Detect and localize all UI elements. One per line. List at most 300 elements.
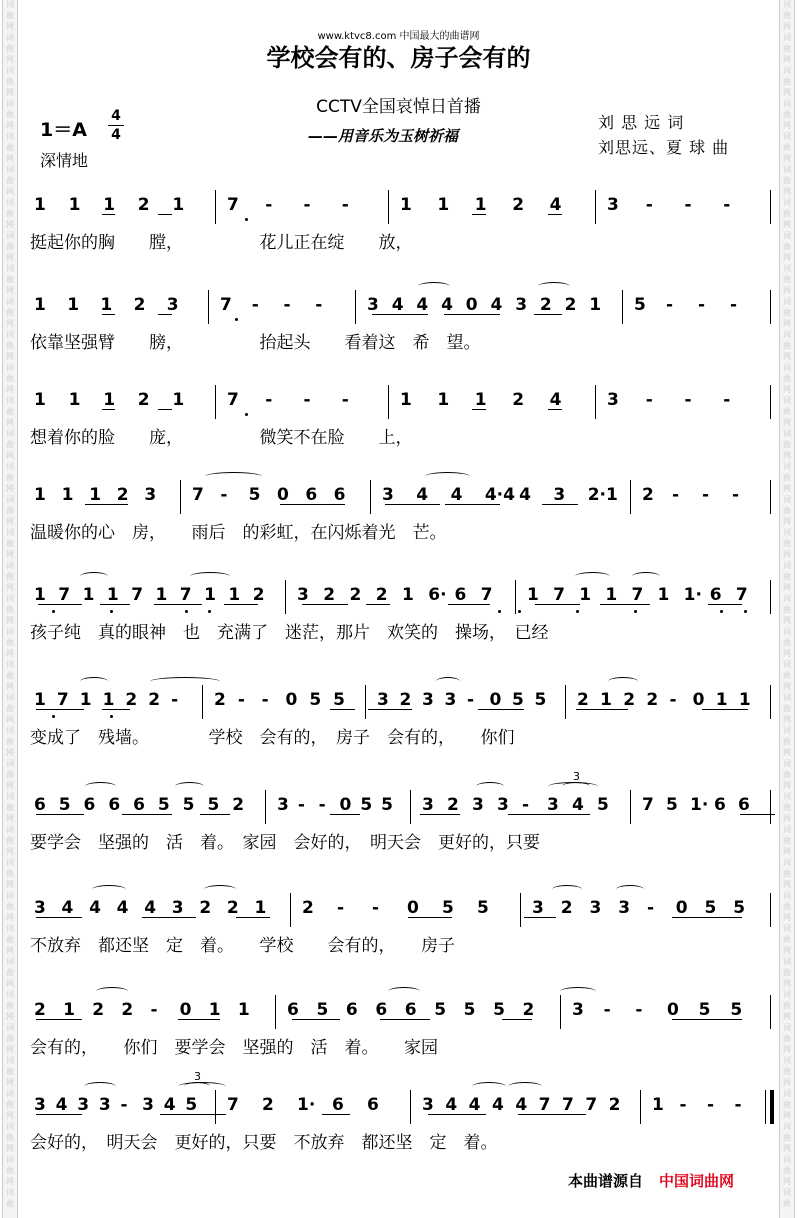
watermark-glyph: 曲 <box>783 44 791 53</box>
watermark-glyph: 网 <box>6 1111 14 1120</box>
underline-beam <box>85 504 128 505</box>
notes-line <box>30 190 775 220</box>
note: 1 <box>61 485 74 505</box>
note: 2 <box>447 795 459 815</box>
octave-dot <box>245 218 248 221</box>
note: - <box>315 295 323 315</box>
lyrics-line: 不放弃 都还坚 定 着。 学校 会有的， 房子 <box>30 936 455 956</box>
watermark-glyph: 网 <box>6 517 14 526</box>
note: 2 <box>375 585 388 605</box>
notes-line <box>30 770 775 820</box>
octave-dot <box>52 610 55 613</box>
watermark-glyph: 词 <box>783 1122 791 1131</box>
underline-beam <box>420 814 460 815</box>
note: 1 <box>68 195 81 215</box>
triplet-bracket <box>562 782 590 791</box>
note: - <box>303 390 311 410</box>
watermark-glyph: 网 <box>783 385 791 394</box>
note: - <box>666 295 674 315</box>
watermark-glyph: 网 <box>6 1045 14 1054</box>
watermark-glyph: 网 <box>783 517 791 526</box>
slur <box>150 677 220 686</box>
watermark-glyph: 词 <box>6 1155 14 1164</box>
watermark-glyph: 词 <box>783 429 791 438</box>
slur <box>472 1082 506 1091</box>
note: 1 <box>103 195 116 215</box>
barline <box>560 995 561 1029</box>
watermark-glyph: 词 <box>6 594 14 603</box>
watermark-glyph: 曲 <box>6 539 14 548</box>
watermark-glyph: 网 <box>6 385 14 394</box>
note: 2·1 <box>587 485 618 505</box>
watermark-glyph: 词 <box>783 231 791 240</box>
note: 1 <box>67 295 80 315</box>
underline-beam <box>472 214 486 215</box>
watermark-glyph: 曲 <box>6 1166 14 1175</box>
slur <box>632 572 660 581</box>
barline <box>640 1090 641 1124</box>
underline-beam <box>444 314 500 315</box>
underline-beam <box>102 709 130 710</box>
note: 2 <box>116 485 129 505</box>
barline <box>265 790 266 824</box>
watermark-glyph: 词 <box>783 297 791 306</box>
note: - <box>150 1000 158 1020</box>
note: 2 <box>121 1000 134 1020</box>
watermark-glyph: 词 <box>6 1188 14 1197</box>
note: 1 <box>579 585 592 605</box>
note: 2 <box>125 690 138 710</box>
watermark-glyph: 网 <box>783 352 791 361</box>
watermark-glyph: 词 <box>783 66 791 75</box>
octave-dot <box>518 610 521 613</box>
watermark-glyph: 网 <box>6 550 14 559</box>
note: - <box>603 1000 611 1020</box>
watermark-glyph: 网 <box>783 418 791 427</box>
note: 1· <box>297 1095 316 1115</box>
barline <box>290 893 291 927</box>
underline-beam <box>224 604 258 605</box>
note: 7 <box>220 295 232 315</box>
note: 3 <box>377 690 389 710</box>
footer-brand[interactable]: 中国词曲网 <box>659 1172 735 1190</box>
underline-beam <box>740 814 775 815</box>
note: 4 <box>144 898 157 918</box>
note: 1 <box>437 390 450 410</box>
watermark-glyph: 网 <box>783 649 791 658</box>
slur <box>418 282 450 291</box>
watermark-glyph: 词 <box>6 891 14 900</box>
note: 1 <box>34 690 46 710</box>
note: - <box>171 690 179 710</box>
watermark-glyph: 网 <box>6 946 14 955</box>
watermark-glyph: 词 <box>6 528 14 537</box>
note: - <box>297 795 305 815</box>
note: 4 <box>515 1095 528 1115</box>
note: 6· <box>428 585 447 605</box>
note: 7 <box>56 690 69 710</box>
slur <box>84 1082 116 1091</box>
notes-line <box>30 995 775 1025</box>
watermark-glyph: 网 <box>6 649 14 658</box>
watermark-glyph: 词 <box>783 627 791 636</box>
slur <box>80 572 108 581</box>
watermark-glyph: 网 <box>6 352 14 361</box>
underline-beam <box>672 1019 742 1020</box>
watermark-glyph: 网 <box>783 583 791 592</box>
note: - <box>702 485 710 505</box>
note: - <box>237 690 245 710</box>
lyrics-line: 会好的， 明天会 更好的，只要 不放弃 都还坚 定 着。 <box>30 1133 498 1153</box>
slur <box>608 677 638 686</box>
note: - <box>723 390 731 410</box>
note: 1 <box>715 690 728 710</box>
note: 4 <box>445 1095 458 1115</box>
underline-beam <box>102 314 115 315</box>
watermark-glyph: 网 <box>6 1012 14 1021</box>
barline <box>595 385 596 419</box>
watermark-glyph: 网 <box>783 187 791 196</box>
watermark-glyph: 网 <box>6 1078 14 1087</box>
watermark-glyph: 词 <box>6 990 14 999</box>
watermark-glyph: 曲 <box>6 1100 14 1109</box>
watermark-glyph: 网 <box>6 583 14 592</box>
note: 1 <box>155 585 168 605</box>
note: 2 <box>512 195 525 215</box>
note: 6 <box>454 585 467 605</box>
watermark-glyph: 网 <box>6 616 14 625</box>
watermark-glyph: 词 <box>783 198 791 207</box>
watermark-glyph: 网 <box>783 451 791 460</box>
watermark-glyph: 词 <box>6 297 14 306</box>
note: - <box>645 390 653 410</box>
barline <box>622 290 623 324</box>
note: 2 <box>323 585 336 605</box>
note: 3 <box>382 485 394 505</box>
note: 5 <box>597 795 609 815</box>
note: - <box>318 795 326 815</box>
note: 1 <box>106 585 119 605</box>
watermark-glyph: 网 <box>6 814 14 823</box>
note: 5 <box>333 690 345 710</box>
note: 1· <box>690 795 709 815</box>
watermark-glyph: 词 <box>6 1089 14 1098</box>
barline <box>770 190 771 224</box>
watermark-glyph: 曲 <box>6 110 14 119</box>
slur <box>575 572 610 581</box>
barline <box>202 685 203 719</box>
watermark-glyph: 曲 <box>783 902 791 911</box>
site-banner: www.ktvc8.com 中国最大的曲谱网 <box>317 31 480 42</box>
note: 3 <box>618 898 631 918</box>
note: 3 <box>142 1095 154 1115</box>
note: 1 <box>79 690 92 710</box>
note: 7 <box>227 195 239 215</box>
note: 7 <box>553 585 565 605</box>
barline <box>410 790 411 824</box>
watermark-glyph: 曲 <box>783 242 791 251</box>
note: 1 <box>228 585 241 605</box>
note: 2 <box>564 295 577 315</box>
underline-beam <box>330 814 360 815</box>
watermark-glyph: 词 <box>783 165 791 174</box>
watermark-glyph: 曲 <box>6 440 14 449</box>
underline-beam <box>508 814 590 815</box>
watermark-glyph: 网 <box>783 253 791 262</box>
octave-dot <box>744 610 747 613</box>
watermark-glyph: 网 <box>6 1144 14 1153</box>
watermark-glyph: 曲 <box>6 1133 14 1142</box>
watermark-glyph: 词 <box>6 462 14 471</box>
underline-beam <box>478 709 524 710</box>
barline <box>770 385 771 419</box>
watermark-glyph: 网 <box>6 847 14 856</box>
lyrics-line: 依靠坚强臂 膀， 抬起头 看着这 希 望。 <box>30 333 481 353</box>
watermark-glyph: 网 <box>783 847 791 856</box>
underline-beam <box>36 1114 82 1115</box>
watermark-glyph: 词 <box>783 462 791 471</box>
note: 7 <box>480 585 493 605</box>
notes-line <box>30 480 775 510</box>
octave-dot <box>52 715 55 718</box>
note: 7 <box>227 1095 239 1115</box>
note: 7 <box>585 1095 598 1115</box>
watermark-glyph: 曲 <box>6 605 14 614</box>
watermark-glyph: 词 <box>6 1023 14 1032</box>
underline-beam <box>36 814 84 815</box>
note: 7 <box>179 585 192 605</box>
barline <box>365 685 366 719</box>
watermark-glyph: 网 <box>6 121 14 130</box>
watermark-glyph: 曲 <box>6 671 14 680</box>
watermark-glyph: 网 <box>6 781 14 790</box>
note: - <box>698 295 706 315</box>
watermark-glyph: 曲 <box>6 1199 14 1208</box>
barline <box>770 290 771 324</box>
octave-dot <box>498 610 501 613</box>
underline-beam <box>380 1019 430 1020</box>
watermark-glyph: 曲 <box>783 1001 791 1010</box>
note: 4 <box>116 898 129 918</box>
note: - <box>283 295 291 315</box>
watermark-glyph: 网 <box>783 319 791 328</box>
note: 6 <box>332 1095 344 1115</box>
note: 5 <box>58 795 71 815</box>
watermark-glyph: 曲 <box>6 308 14 317</box>
watermark-glyph: 曲 <box>6 407 14 416</box>
barline <box>515 580 516 614</box>
note: 5 <box>248 485 261 505</box>
underline-beam <box>385 504 440 505</box>
watermark-glyph: 曲 <box>783 1166 791 1175</box>
underline-beam <box>36 917 82 918</box>
barline <box>370 480 371 514</box>
note: 5 <box>704 898 717 918</box>
note: 5 <box>463 1000 476 1020</box>
watermark-glyph: 网 <box>783 121 791 130</box>
underline-beam <box>524 917 556 918</box>
watermark-glyph: 网 <box>783 715 791 724</box>
note: 5 <box>434 1000 447 1020</box>
watermark-glyph: 词 <box>783 528 791 537</box>
watermark-glyph: 网 <box>6 88 14 97</box>
note: 3 <box>34 1095 46 1115</box>
note: 7 <box>631 585 644 605</box>
slur <box>552 885 582 894</box>
watermark-glyph: 词 <box>783 0 791 9</box>
slur <box>175 782 204 791</box>
note: 7 <box>227 390 239 410</box>
page-title: 学校会有的、房子会有的 <box>266 43 531 72</box>
notes-line <box>30 893 775 923</box>
watermark-glyph: 词 <box>6 792 14 801</box>
underline-beam <box>368 709 412 710</box>
note: 2 <box>262 1095 274 1115</box>
note: 1 <box>102 690 115 710</box>
watermark-glyph: 词 <box>6 330 14 339</box>
watermark-glyph: 词 <box>783 330 791 339</box>
note: 6 <box>34 795 46 815</box>
watermark-glyph: 网 <box>783 1177 791 1186</box>
underline-beam <box>518 1114 586 1115</box>
watermark-glyph: 词 <box>783 594 791 603</box>
watermark-glyph: 曲 <box>783 440 791 449</box>
underline-beam <box>448 604 490 605</box>
note: - <box>734 1095 742 1115</box>
watermark-glyph: 曲 <box>6 869 14 878</box>
watermark-glyph: 网 <box>783 154 791 163</box>
note: - <box>723 195 731 215</box>
note: 6 <box>287 1000 299 1020</box>
underline-beam <box>372 314 428 315</box>
note: 2 <box>646 690 659 710</box>
watermark-glyph: 网 <box>783 286 791 295</box>
dedication: ——用音乐为玉树祈福 <box>308 127 459 145</box>
watermark-glyph: 网 <box>783 1144 791 1153</box>
octave-dot <box>185 610 188 613</box>
note: 3 <box>77 1095 90 1115</box>
note: 1 <box>400 390 412 410</box>
right-watermark-strip <box>779 0 795 1218</box>
watermark-glyph: 曲 <box>6 902 14 911</box>
note: 5 <box>634 295 646 315</box>
underline-beam <box>36 1019 82 1020</box>
watermark-glyph: 网 <box>6 682 14 691</box>
note: 1 <box>652 1095 664 1115</box>
note: 2 <box>137 195 150 215</box>
note: 1 <box>400 195 412 215</box>
note: 1 <box>172 390 185 410</box>
watermark-glyph: 词 <box>6 495 14 504</box>
lyrics-line: 温暖你的心 房， 雨后 的彩虹，在闪烁着光 芒。 <box>30 523 447 543</box>
barline <box>215 1090 216 1124</box>
watermark-glyph: 词 <box>783 396 791 405</box>
watermark-glyph: 词 <box>6 1122 14 1131</box>
note: 1· <box>683 585 702 605</box>
watermark-glyph: 曲 <box>783 77 791 86</box>
lyrics-line: 变成了 残墙。 学校 会有的， 房子 会有的， 你们 <box>30 728 515 748</box>
note: 3 <box>547 795 559 815</box>
octave-dot <box>720 610 723 613</box>
note: 5 <box>316 1000 329 1020</box>
note: 4·4 <box>484 485 515 505</box>
underline-beam <box>158 214 172 215</box>
note: 4 <box>492 1095 504 1115</box>
watermark-glyph: 词 <box>783 924 791 933</box>
watermark-glyph: 网 <box>6 880 14 889</box>
note: 2 <box>539 295 552 315</box>
octave-dot <box>235 318 238 321</box>
left-watermark-strip <box>2 0 18 1218</box>
note: 3 <box>472 795 484 815</box>
watermark-glyph: 网 <box>783 484 791 493</box>
underline-beam <box>428 1114 486 1115</box>
note: 3 <box>553 485 566 505</box>
footer-source: 本曲谱源自 <box>568 1172 644 1190</box>
watermark-glyph: 词 <box>783 561 791 570</box>
note: 2 <box>137 390 150 410</box>
barline <box>355 290 356 324</box>
watermark-glyph: 曲 <box>783 275 791 284</box>
watermark-glyph: 词 <box>783 660 791 669</box>
watermark-glyph: 词 <box>783 858 791 867</box>
barline <box>765 1090 766 1124</box>
time-sig-top: 4 <box>111 108 121 124</box>
note: 7 <box>735 585 748 605</box>
octave-dot <box>245 413 248 416</box>
watermark-glyph: 曲 <box>783 869 791 878</box>
watermark-glyph: 词 <box>783 1188 791 1197</box>
watermark-glyph: 网 <box>6 418 14 427</box>
note: 5 <box>442 898 454 918</box>
watermark-glyph: 网 <box>6 286 14 295</box>
watermark-glyph: 词 <box>6 858 14 867</box>
watermark-glyph: 曲 <box>783 539 791 548</box>
note: 0 <box>285 690 298 710</box>
note: 4 <box>416 485 429 505</box>
note: 1 <box>738 690 751 710</box>
watermark-glyph: 词 <box>6 726 14 735</box>
note: - <box>265 195 273 215</box>
watermark-glyph: 曲 <box>6 836 14 845</box>
watermark-glyph: 曲 <box>783 671 791 680</box>
watermark-glyph: 曲 <box>783 143 791 152</box>
underline-beam <box>502 1019 532 1020</box>
watermark-glyph: 词 <box>6 825 14 834</box>
slur <box>425 472 470 481</box>
watermark-glyph: 网 <box>783 880 791 889</box>
watermark-glyph: 词 <box>6 1056 14 1065</box>
watermark-glyph: 词 <box>783 1023 791 1032</box>
note: 3 <box>444 690 457 710</box>
watermark-glyph: 词 <box>6 627 14 636</box>
lyrics-line: 要学会 坚强的 活 着。 家园 会好的， 明天会 更好的，只要 <box>30 833 540 853</box>
underline-beam <box>38 604 82 605</box>
note: 4 <box>468 1095 481 1115</box>
note: 2 <box>34 1000 46 1020</box>
watermark-glyph: 曲 <box>6 638 14 647</box>
note: 3 <box>367 295 379 315</box>
note: 3 <box>297 585 309 605</box>
octave-dot <box>110 715 113 718</box>
watermark-glyph: 曲 <box>783 374 791 383</box>
note: 0 <box>465 295 478 315</box>
watermark-glyph: 曲 <box>783 638 791 647</box>
note: 6 <box>714 795 726 815</box>
watermark-glyph: 曲 <box>783 572 791 581</box>
note: 2 <box>92 1000 105 1020</box>
watermark-glyph: 词 <box>783 726 791 735</box>
